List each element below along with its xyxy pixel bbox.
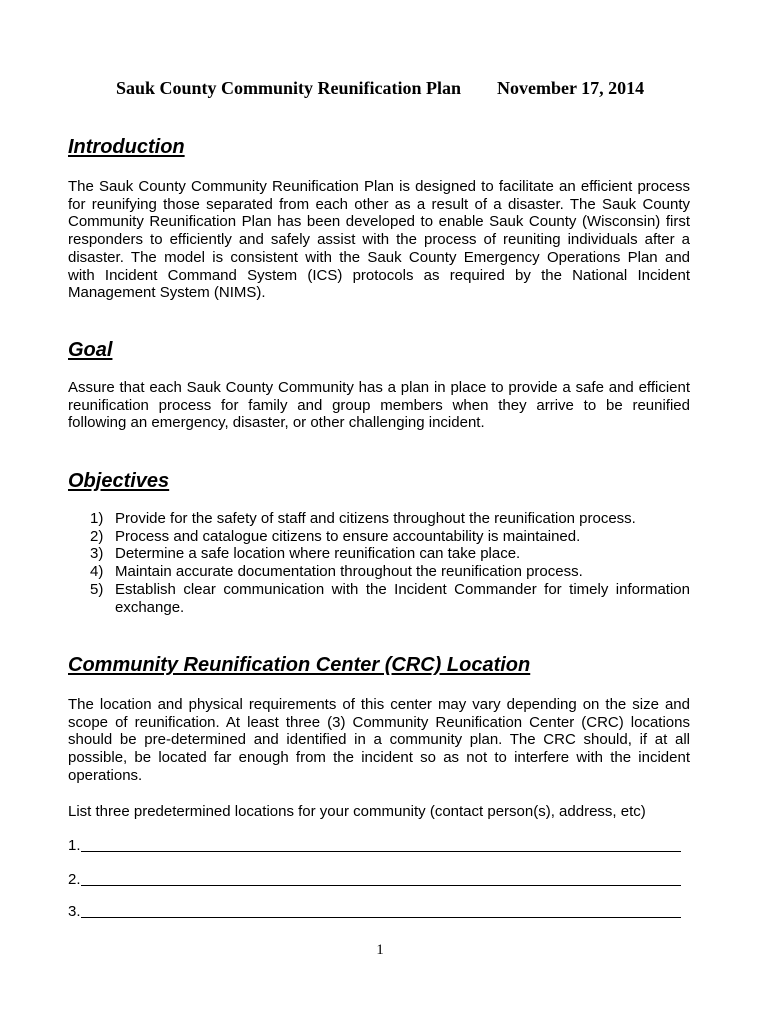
goal-heading: Goal [68, 339, 113, 361]
blank-label: 2. [68, 871, 81, 888]
paragraph-line: for reunifying those separated from each other as a result of a disaster. The Sauk County [68, 195, 690, 213]
list-item-number: 2) [90, 527, 104, 545]
paragraph-line: with Incident Command System (ICS) protocols as required by the National Incident [68, 266, 690, 284]
paragraph-line: scope of reunification. At least three (3) Community Reunification Center (CRC) locations [68, 713, 690, 731]
location-blank-3 [68, 903, 681, 921]
objectives-list [90, 510, 690, 616]
list-item-line: exchange. [115, 598, 185, 616]
list-item-line: Process and catalogue citizens to ensure accountability is maintained. [115, 527, 581, 545]
list-item-number: 1) [90, 510, 104, 527]
location-blank-1 [68, 837, 681, 855]
blank-label: 3. [68, 903, 81, 920]
paragraph-line: should be pre-determined and identified in a community plan. The CRC should, if at all [68, 731, 690, 749]
list-item [90, 510, 690, 528]
paragraph-line: Management System (NIMS). [68, 284, 266, 302]
paragraph-line: following an emergency, disaster, or other challenging incident. [68, 414, 485, 432]
list-item-text [115, 545, 690, 563]
introduction-paragraph [68, 178, 690, 302]
list-item [90, 545, 690, 563]
list-item [90, 581, 690, 616]
introduction-heading: Introduction [68, 136, 185, 158]
document-date: November 17, 2014 [497, 78, 645, 98]
locations-prompt: List three predetermined locations for your community (contact person(s), address, etc) [68, 803, 646, 820]
list-item-number: 5) [90, 580, 104, 598]
paragraph-line: responders to efficiently and safely assist with the process of reuniting individuals after a [68, 231, 690, 249]
list-item-line: Determine a safe location where reunification can take place. [115, 545, 521, 563]
list-item-text [115, 563, 690, 581]
list-item-text [115, 510, 690, 528]
list-item-line: Establish clear communication with the Incident Commander for timely information [115, 580, 690, 598]
document-title: Sauk County Community Reunification Plan [116, 78, 462, 98]
paragraph-line: Assure that each Sauk County Community has a plan in place to provide a safe and efficient [68, 379, 690, 396]
objectives-heading: Objectives [68, 470, 170, 492]
list-item-line: Maintain accurate documentation throughout the reunification process. [115, 563, 583, 581]
paragraph-line: operations. [68, 766, 143, 784]
paragraph-line: disaster. The model is consistent with the Sauk County Emergency Operations Plan and [68, 248, 690, 266]
list-item-number: 3) [90, 545, 104, 563]
list-item-text [115, 528, 690, 546]
goal-paragraph [68, 379, 690, 432]
paragraph-line: The Sauk County Community Reunification Plan is designed to facilitate an efficient process [68, 178, 690, 195]
blank-fill-line [81, 885, 681, 886]
blank-fill-line [81, 917, 681, 918]
crc-paragraph [68, 696, 690, 785]
paragraph-line: Community Reunification Plan has been developed to enable Sauk County (Wisconsin) first [68, 213, 690, 231]
blank-fill-line [81, 851, 681, 852]
location-blank-2 [68, 871, 681, 889]
list-item [90, 563, 690, 581]
list-item-number: 4) [90, 563, 104, 581]
crc-location-heading: Community Reunification Center (CRC) Location [68, 654, 531, 676]
paragraph-line: possible, be located far enough from the incident so as not to interfere with the incident [68, 749, 690, 767]
blank-label: 1. [68, 837, 81, 854]
paragraph-line: reunification process for family and group members when they arrive to be reunified [68, 396, 690, 414]
list-item [90, 528, 690, 546]
list-item-line: Provide for the safety of staff and citizens throughout the reunification process. [115, 510, 636, 527]
paragraph-line: The location and physical requirements of this center may vary depending on the size and [68, 696, 690, 713]
list-item-text [115, 581, 690, 616]
page-number: 1 [376, 942, 384, 958]
